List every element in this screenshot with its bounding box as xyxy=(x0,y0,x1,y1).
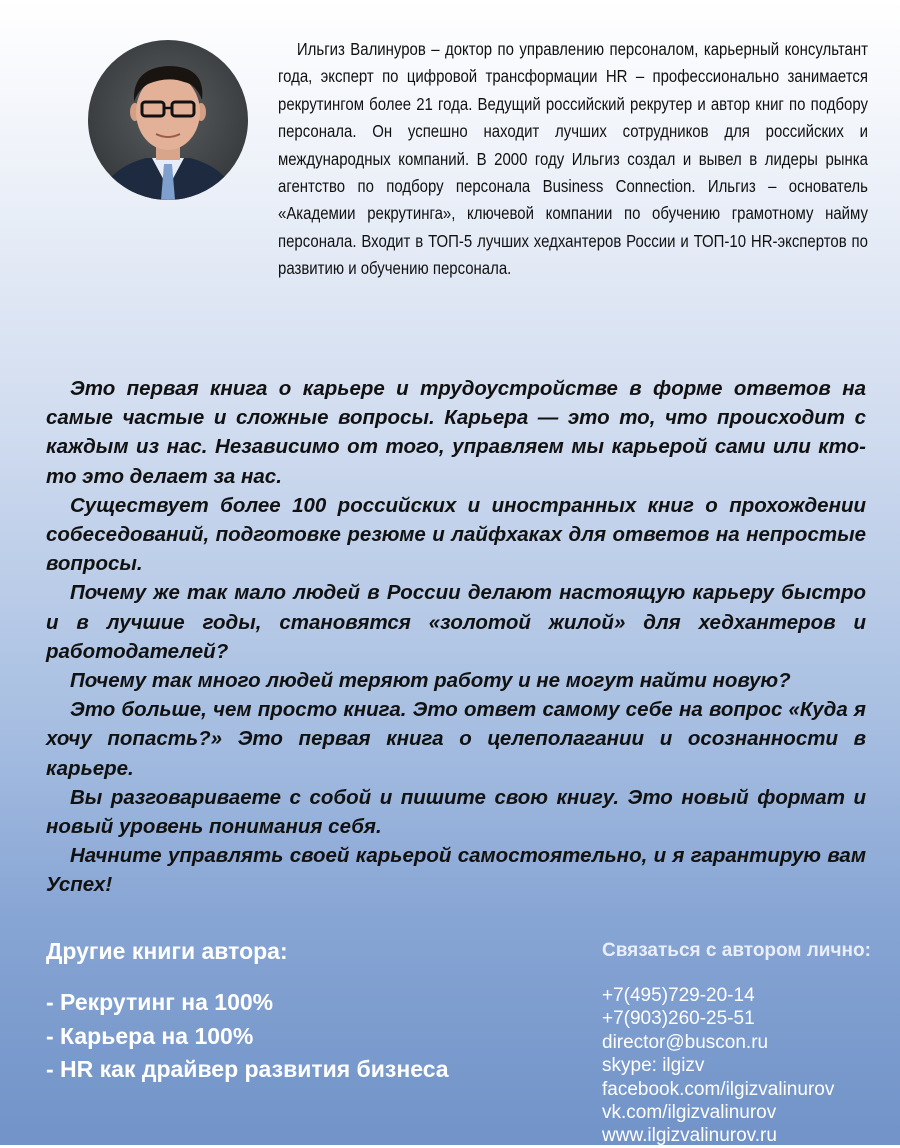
author-portrait-image xyxy=(88,40,248,200)
contact-vk: vk.com/ilgizvalinurov xyxy=(602,1102,777,1124)
author-bio: Ильгиз Валинуров – доктор по управлению персоналом, карьерный консультант года, эксперт по цифровой трансформации HR – профессионально занимается рекрутингом более 21 года. Ведущий российский рекрутер и автор книг по подбору персонала. Он успешно находит лучших сотрудников для российских и международных компаний. В 2000 году Ильгиз создал и вывел в лидеры рынка агентство по подбору персонала Business Connection. Ильгиз – основатель «Академии рекрутинга», ключевой компании по обучению грамотному найму персонала. Входит в ТОП-5 лучших хедхантеров России и ТОП-10 HR-экспертов по развитию и обучению персонала. xyxy=(278,39,868,279)
book-description xyxy=(46,374,866,900)
description-paragraph: Это первая книга о карьере и трудоустройстве в форме ответов на самые частые и сложные вопросы. Карьера — это то, что происходит с каждым из нас. Независимо от того, управляем мы карьерой сами или кто-то это делает за нас. xyxy=(46,377,866,488)
contacts-title: Связаться с автором лично: xyxy=(602,940,871,961)
other-book-item: - Рекрутинг на 100% xyxy=(46,989,274,1015)
description-paragraph: Почему так много людей теряют работу и не могут найти новую? xyxy=(70,669,791,693)
contacts-list xyxy=(602,984,834,1148)
description-paragraph: Вы разговариваете с собой и пишите свою книгу. Это новый формат и новый уровень понимания себя. xyxy=(46,785,866,839)
description-paragraph: Существует более 100 российских и иностранных книг о прохождении собеседований, подготовке резюме и лайфхаках для ответов на непростые вопросы. xyxy=(46,493,866,576)
contact-skype: skype: ilgizv xyxy=(602,1055,705,1077)
description-paragraph: Начните управлять своей карьерой самостоятельно, и я гарантирую вам Успех! xyxy=(46,844,866,897)
other-books-title: Другие книги автора: xyxy=(46,938,288,964)
contact-website: www.ilgizvalinurov.ru xyxy=(602,1125,777,1147)
contact-facebook: facebook.com/ilgizvalinurov xyxy=(602,1078,835,1100)
other-book-item: - HR как драйвер развития бизнеса xyxy=(46,1056,449,1082)
description-paragraph: Почему же так мало людей в России делают настоящую карьеру быстро и в лучшие годы, становятся «золотой жилой» для хедхантеров и работодателей? xyxy=(46,581,866,663)
other-book-item: - Карьера на 100% xyxy=(46,1022,254,1049)
author-photo xyxy=(88,40,248,200)
other-books-list xyxy=(46,986,449,1087)
contact-phone-1: +7(495)729-20-14 xyxy=(602,985,755,1006)
description-paragraph: Это больше, чем просто книга. Это ответ самому себе на вопрос «Куда я хочу попасть?» Это первая книга о целеполагании и осознанности в карьере. xyxy=(46,698,866,780)
contact-phone-2: +7(903)260-25-51 xyxy=(602,1008,755,1030)
contact-email: director@buscon.ru xyxy=(602,1031,769,1053)
